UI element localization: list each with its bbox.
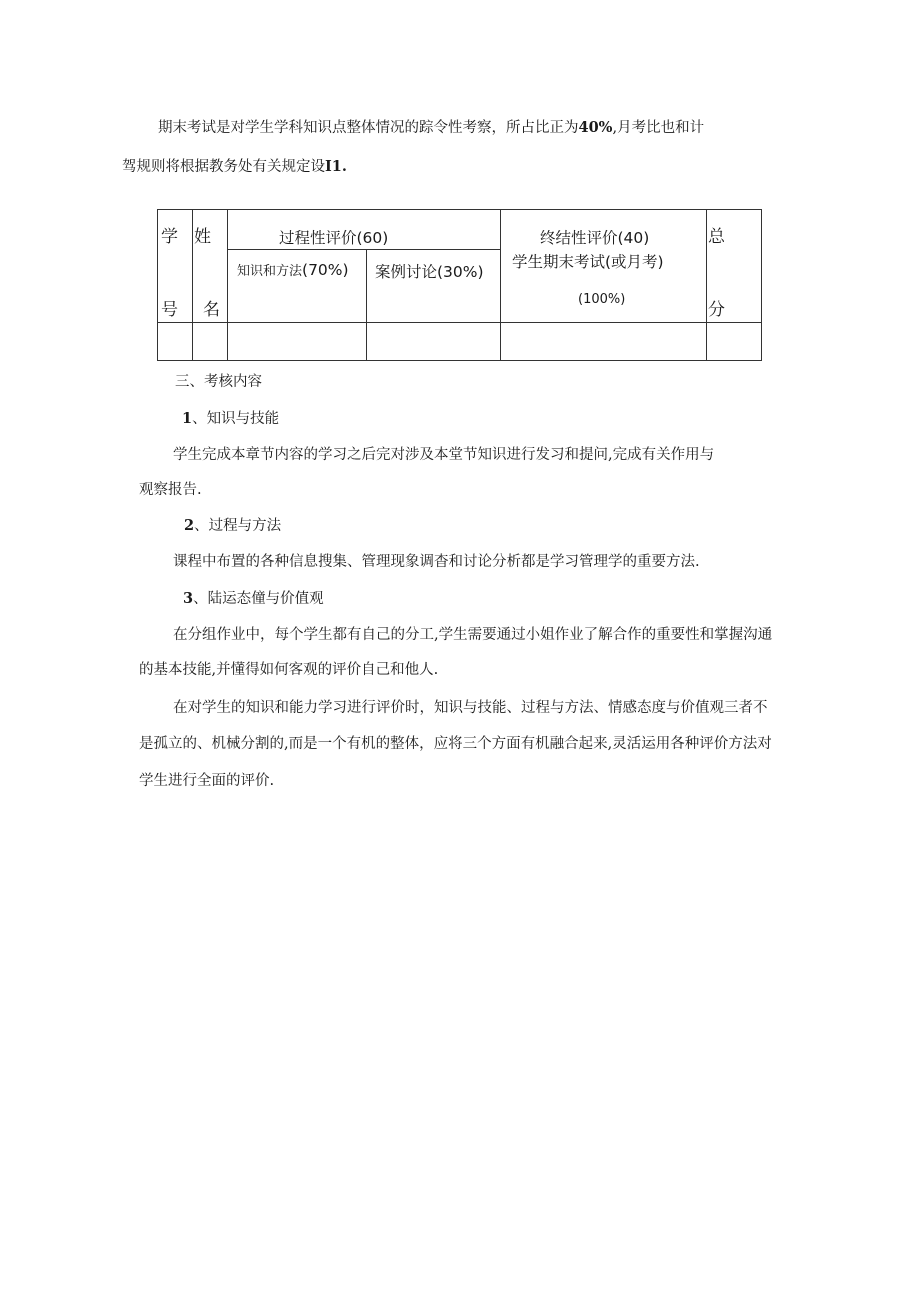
header-final-exam: 学生期末考试(或月考) xyxy=(512,253,664,271)
divider-id-name xyxy=(192,209,193,361)
item-3-title: 、陆运态僮与价值观 xyxy=(193,591,324,607)
assessment-table xyxy=(157,209,762,361)
item-2-number: 2 xyxy=(184,517,195,534)
intro-line-1 xyxy=(158,118,704,138)
intro-line-2-text: 驾规则将根据教务处有关规定设 xyxy=(122,159,325,175)
item-2-heading xyxy=(184,516,281,536)
intro-line-2-code: I1. xyxy=(325,158,347,175)
header-student-id-top: 学 xyxy=(161,227,178,247)
item-2-body: 课程中布置的各种信息搜集、管理现象调杳和讨论分析都是学习管理学的重要方法. xyxy=(173,554,700,570)
table-border-right xyxy=(761,209,762,361)
item-1-body-line-1: 学生完成本章节内容的学习之后完对涉及本堂节知识进行发习和提问,完成有关作用与 xyxy=(173,447,715,463)
header-name-top: 姓 xyxy=(194,227,211,247)
item-1-title: 、知识与技能 xyxy=(192,411,280,427)
header-knowledge-weight: (70%) xyxy=(302,261,349,279)
table-border-top xyxy=(157,209,762,210)
summary-line-2: 是孤立的、机械分割的,而是一个有机的整体，应将三个方面有机融合起来,灵活运用各种评价方法对 xyxy=(139,736,772,752)
intro-line-2 xyxy=(122,157,347,177)
intro-line-1-text: 期末考试是对学生学科知识点整体情况的踪令性考察，所占比正为 xyxy=(158,120,579,136)
divider-name-process xyxy=(227,209,228,361)
header-student-id-bottom: 号 xyxy=(161,300,178,320)
divider-process-final xyxy=(500,209,501,361)
divider-group-header xyxy=(227,249,500,250)
divider-knowledge-case xyxy=(366,249,367,361)
divider-header-body xyxy=(157,322,762,323)
item-1-heading xyxy=(182,409,279,429)
item-3-body-line-1: 在分组作业中，每个学生都有自己的分工,学生需要通过小姐作业了解合作的重要性和掌握沟通 xyxy=(173,627,773,643)
header-name-bottom: 名 xyxy=(203,300,220,320)
item-3-body-line-2: 的基本技能,并懂得如何客观的评价自己和他人. xyxy=(139,662,439,678)
header-case-discussion: 案例讨论(30%) xyxy=(375,263,484,281)
summary-line-3: 学生进行全面的评价. xyxy=(139,773,275,789)
table-border-bottom xyxy=(157,360,762,361)
item-2-title: 、过程与方法 xyxy=(194,518,282,534)
header-final-evaluation: 终结性评价(40) xyxy=(540,229,650,247)
item-1-number: 1 xyxy=(182,410,193,427)
intro-line-1-tail: ,月考比也和计 xyxy=(612,120,705,136)
header-total-bottom: 分 xyxy=(708,300,725,320)
item-3-number: 3 xyxy=(183,590,194,607)
item-3-heading xyxy=(183,589,324,609)
divider-final-total xyxy=(706,209,707,361)
table-border-left xyxy=(157,209,158,361)
header-final-exam-weight: (100%) xyxy=(578,292,626,307)
header-knowledge-label: 知识和方法 xyxy=(237,264,303,279)
header-knowledge-method xyxy=(237,260,349,281)
header-process-evaluation: 过程性评价(60) xyxy=(279,229,389,247)
header-total-top: 总 xyxy=(708,227,725,247)
item-1-body-line-2: 观察报告. xyxy=(139,482,202,498)
summary-line-1: 在对学生的知识和能力学习进行评价时，知识与技能、过程与方法、情感态度与价值观三者不 xyxy=(173,700,768,716)
section-heading: 三、考核内容 xyxy=(175,374,262,390)
intro-percentage: 40% xyxy=(578,119,613,136)
